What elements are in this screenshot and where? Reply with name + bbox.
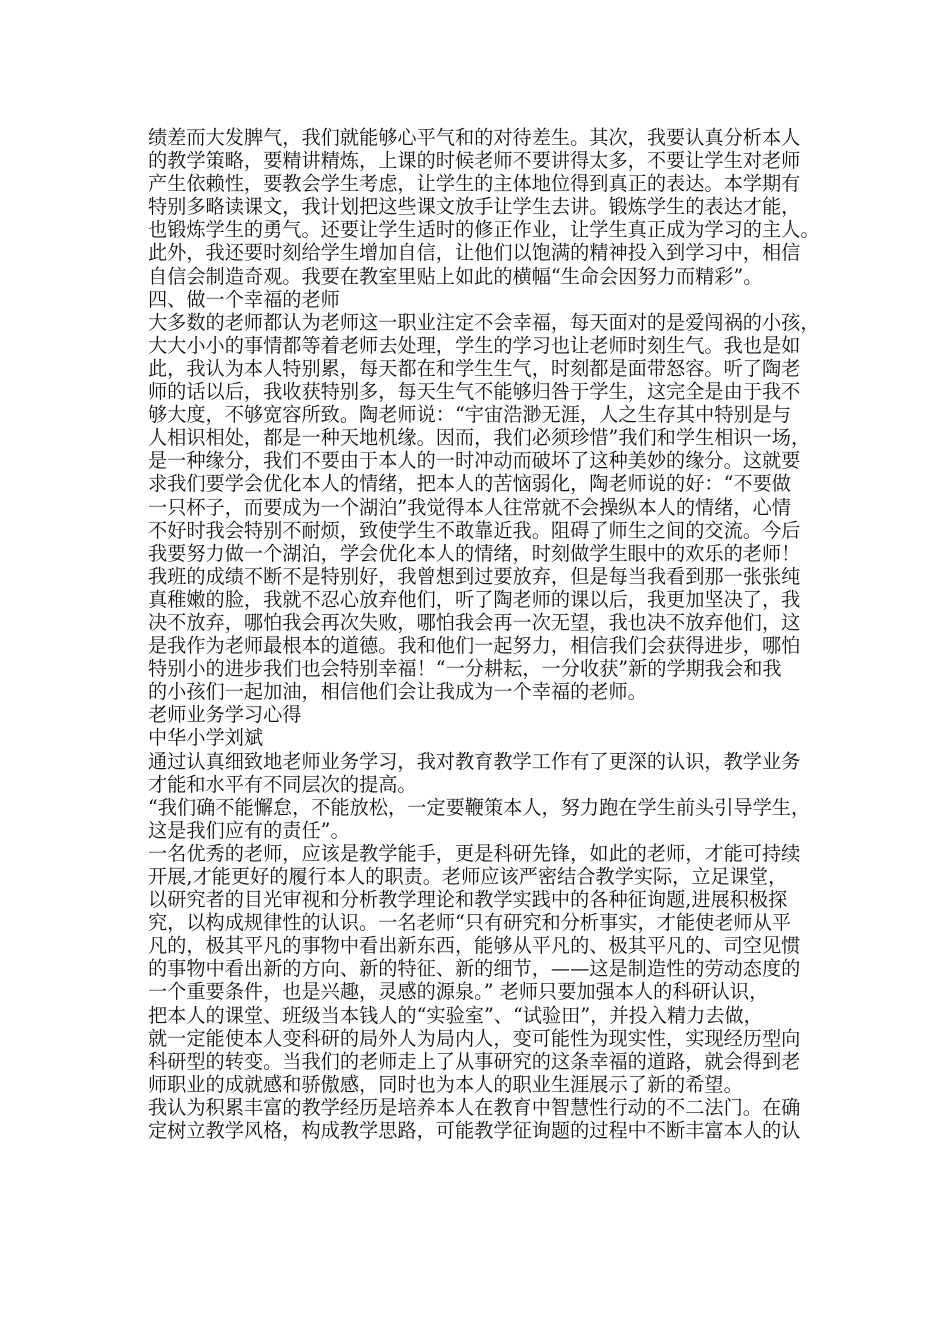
text-line: “我们确不能懈怠，不能放松，一定要鞭策本人，努力跑在学生前头引导学生， [148,795,811,819]
text-line: 产生依赖性，要教会学生考虑，让学生的主体地位得到真正的表达。本学期有 [148,172,801,196]
text-line: 的教学策略，要精讲精炼，上课的时候老师不要讲得太多，不要让学生对老师 [148,149,801,173]
text-line: 真稚嫩的脸，我就不忍心放弃他们，听了陶老师的课以后，我更加坚决了，我 [148,587,801,611]
text-line: 才能和水平有不同层次的提高。 [148,772,417,796]
text-line: 决不放弃，哪怕我会再次失败，哪怕我会再一次无望，我也决不放弃他们，这 [148,610,801,634]
text-line: 一个重要条件，也是兴趣，灵感的源泉。” 老师只要加强本人的科研认识， [148,980,769,1004]
document-title: 老师业务学习心得 [148,703,302,727]
text-line: 一只杯子，而要成为一个湖泊”我觉得本人往常就不会操纵本人的情绪，心情 [148,495,791,519]
text-line: 此，我认为本人特别累，每天都在和学生生气，时刻都是面带怒容。听了陶老 [148,356,801,380]
text-line: 开展,才能更好的履行本人的职责。老师应该严密结合教学实际，立足课堂， [148,865,788,888]
text-line: 我班的成绩不断不是特别好，我曾想到过要放弃，但是每当我看到那一张张纯 [148,564,801,588]
text-line: 够大度，不够宽容所致。陶老师说：“宇宙浩渺无涯，人之生存其中特别是与 [148,403,791,427]
text-line: 不好时我会特别不耐烦，致使学生不敢靠近我。阻碍了师生之间的交流。今后 [148,518,801,542]
text-line: 也锻炼学生的勇气。还要让学生适时的修正作业，让学生真正成为学习的主人。 [148,218,820,242]
text-line: 求我们要学会优化本人的情绪，把本人的苦恼弱化，陶老师说的好：“不要做 [148,472,791,496]
text-line: 我要努力做一个湖泊，学会优化本人的情绪，时刻做学生眼中的欢乐的老师！ [148,541,801,565]
text-line: 是一种缘分，我们不要由于本人的一时冲动而破坏了这种美妙的缘分。这就要 [148,449,801,473]
text-line: 大大小小的事情都等着老师去处理，学生的学习也让老师时刻生气。我也是如 [148,333,801,357]
text-line: 通过认真细致地老师业务学习，我对教育教学工作有了更深的认识，教学业务 [148,749,801,773]
text-line: 的小孩们一起加油，相信他们会让我成为一个幸福的老师。 [148,680,647,704]
text-line: 我认为积累丰富的教学经历是培养本人在教育中智慧性行动的不二法门。在确 [148,1095,801,1119]
section-heading: 四、做一个幸福的老师 [148,287,340,311]
text-line: 科研型的转变。当我们的老师走上了从事研究的这条幸福的道路，就会得到老 [148,1049,801,1073]
text-line: 此外，我还要时刻给学生增加自信，让他们以饱满的精神投入到学习中，相信 [148,241,801,265]
text-line: 特别小的进步我们也会特别幸福！“一分耕耘，一分收获”新的学期我会和我 [148,657,782,681]
text-line: 一名优秀的老师，应该是教学能手，更是科研先锋，如此的老师，才能可持续 [148,841,801,865]
text-line: 究，以构成规律性的认识。一名老师“只有研究和分析事实，才能使老师从平 [148,911,791,935]
text-line: 这是我们应有的责任”。 [148,818,350,842]
text-line: 师的话以后，我收获特别多，每天生气不能够归咎于学生，这完全是由于我不 [148,380,801,404]
text-line: 就一定能使本人变科研的局外人为局内人，变可能性为现实性，实现经历型向 [148,1026,801,1050]
text-line: 以研究者的目光审视和分析教学理论和教学实践中的各种征询题,进展积极探 [148,888,788,912]
text-line: 定树立教学风格，构成教学思路，可能教学征询题的过程中不断丰富本人的认 [148,1119,801,1143]
text-line: 师职业的成就感和骄傲感，同时也为本人的职业生涯展示了新的希望。 [148,1072,743,1096]
text-line: 绩差而大发脾气，我们就能够心平气和的对待差生。其次，我要认真分析本人 [148,126,801,149]
text-line: 是我作为老师最根本的道德。我和他们一起努力，相信我们会获得进步，哪怕 [148,634,801,658]
text-line: 大多数的老师都认为老师这一职业注定不会幸福，每天面对的是爱闯祸的小孩， [148,310,820,334]
author-line: 中华小学刘斌 [148,726,264,750]
text-line: 凡的，极其平凡的事物中看出新东西，能够从平凡的、极其平凡的、司空见惯 [148,934,801,958]
document-page [148,126,828,1142]
text-line: 人相识相处，都是一种天地机缘。因而，我们必须珍惜”我们和学生相识一场， [148,426,811,450]
text-line: 的事物中看出新的方向、新的特征、新的细节，——这是制造性的劳动态度的 [148,957,801,981]
text-line: 特别多略读课文，我计划把这些课文放手让学生去讲。锻炼学生的表达才能， [148,195,801,219]
text-line: 自信会制造奇观。我要在教室里贴上如此的横幅“生命会因努力而精彩”。 [148,264,763,288]
text-line: 把本人的课堂、班级当本钱人的“实验室”、“试验田”，并投入精力去做， [148,1003,763,1027]
